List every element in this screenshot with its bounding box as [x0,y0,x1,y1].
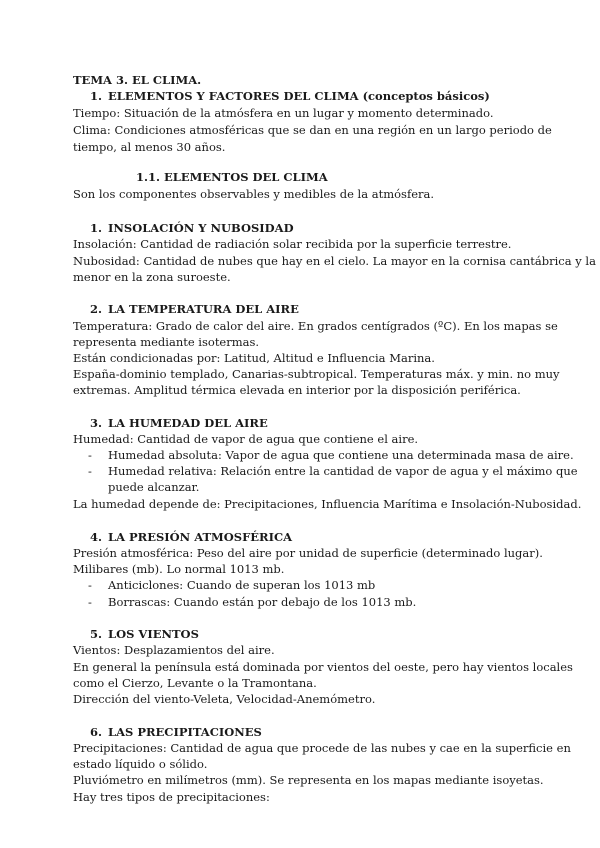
section-heading: LAS PRECIPITACIONES [108,725,262,739]
paragraph-line: España-dominio templado, Canarias-subtropical. Temperaturas máx. y min. no muy [73,367,560,381]
bullet-item: Borrascas: Cuando están por debajo de los 1013 mb. [108,595,417,609]
paragraph-line: Clima: Condiciones atmosféricas que se dan en una región en un largo periodo de [73,123,552,137]
paragraph-line: Vientos: Desplazamientos del aire. [73,643,275,657]
section-heading: LOS VIENTOS [108,627,199,641]
paragraph-line: Son los componentes observables y medibles de la atmósfera. [73,187,435,201]
paragraph-line: tiempo, al menos 30 años. [73,140,226,154]
section-number: 3. [90,416,103,430]
paragraph-line: Están condicionadas por: Latitud, Altitud e Influencia Marina. [73,351,435,365]
bullet-item: Humedad absoluta: Vapor de agua que contiene una determinada masa de aire. [108,448,574,462]
section-number: 1. [90,89,103,103]
doc-title: TEMA 3. EL CLIMA. [73,73,202,87]
paragraph-line: Presión atmosférica: Peso del aire por unidad de superficie (determinado lugar). [73,546,543,560]
paragraph-line: Insolación: Cantidad de radiación solar recibida por la superficie terrestre. [73,237,512,251]
bullet-item-continuation: puede alcanzar. [108,480,200,494]
bullet-dash: - [88,448,92,462]
section-heading: LA HUMEDAD DEL AIRE [108,416,268,430]
paragraph-line: Tiempo: Situación de la atmósfera en un lugar y momento determinado. [73,106,494,120]
paragraph-line: Hay tres tipos de precipitaciones: [73,790,270,804]
paragraph-line: extremas. Amplitud térmica elevada en interior por la disposición periférica. [73,383,521,397]
bullet-dash: - [88,464,92,478]
paragraph-line: Humedad: Cantidad de vapor de agua que contiene el aire. [73,432,419,446]
section-heading: INSOLACIÓN Y NUBOSIDAD [108,221,294,235]
paragraph-line: estado líquido o sólido. [73,757,208,771]
bullet-item: Anticiclones: Cuando de superan los 1013 mb [108,578,376,592]
section-heading: LA TEMPERATURA DEL AIRE [108,302,299,316]
paragraph-line: como el Cierzo, Levante o la Tramontana. [73,676,317,690]
paragraph-line: Milibares (mb). Lo normal 1013 mb. [73,562,285,576]
paragraph-line: En general la península está dominada por vientos del oeste, pero hay vientos locales [73,660,573,674]
section-number: 2. [90,302,103,316]
section-heading: LA PRESIÓN ATMOSFÉRICA [108,530,293,544]
bullet-item: Humedad relativa: Relación entre la cantidad de vapor de agua y el máximo que [108,464,578,478]
section-heading: ELEMENTOS Y FACTORES DEL CLIMA (conceptos básicos) [108,89,490,103]
paragraph-line: Temperatura: Grado de calor del aire. En grados centígrados (ºC). En los mapas se [73,319,558,333]
section-number: 5. [90,627,103,641]
section-number: 1. [90,221,103,235]
bullet-dash: - [88,578,92,592]
section-number: 6. [90,725,103,739]
paragraph-line: Pluviómetro en milímetros (mm). Se representa en los mapas mediante isoyetas. [73,773,544,787]
bullet-dash: - [88,595,92,609]
paragraph-line: menor en la zona suroeste. [73,270,231,284]
subsection-heading: 1.1. ELEMENTOS DEL CLIMA [136,170,328,184]
paragraph-line: Dirección del viento-Veleta, Velocidad-Anemómetro. [73,692,376,706]
paragraph-line: La humedad depende de: Precipitaciones, Influencia Marítima e Insolación-Nubosidad. [73,497,582,511]
paragraph-line: Precipitaciones: Cantidad de agua que procede de las nubes y cae en la superficie en [73,741,571,755]
section-number: 4. [90,530,103,544]
paragraph-line: Nubosidad: Cantidad de nubes que hay en el cielo. La mayor en la cornisa cantábrica y la [73,254,596,268]
paragraph-line: representa mediante isotermas. [73,335,260,349]
